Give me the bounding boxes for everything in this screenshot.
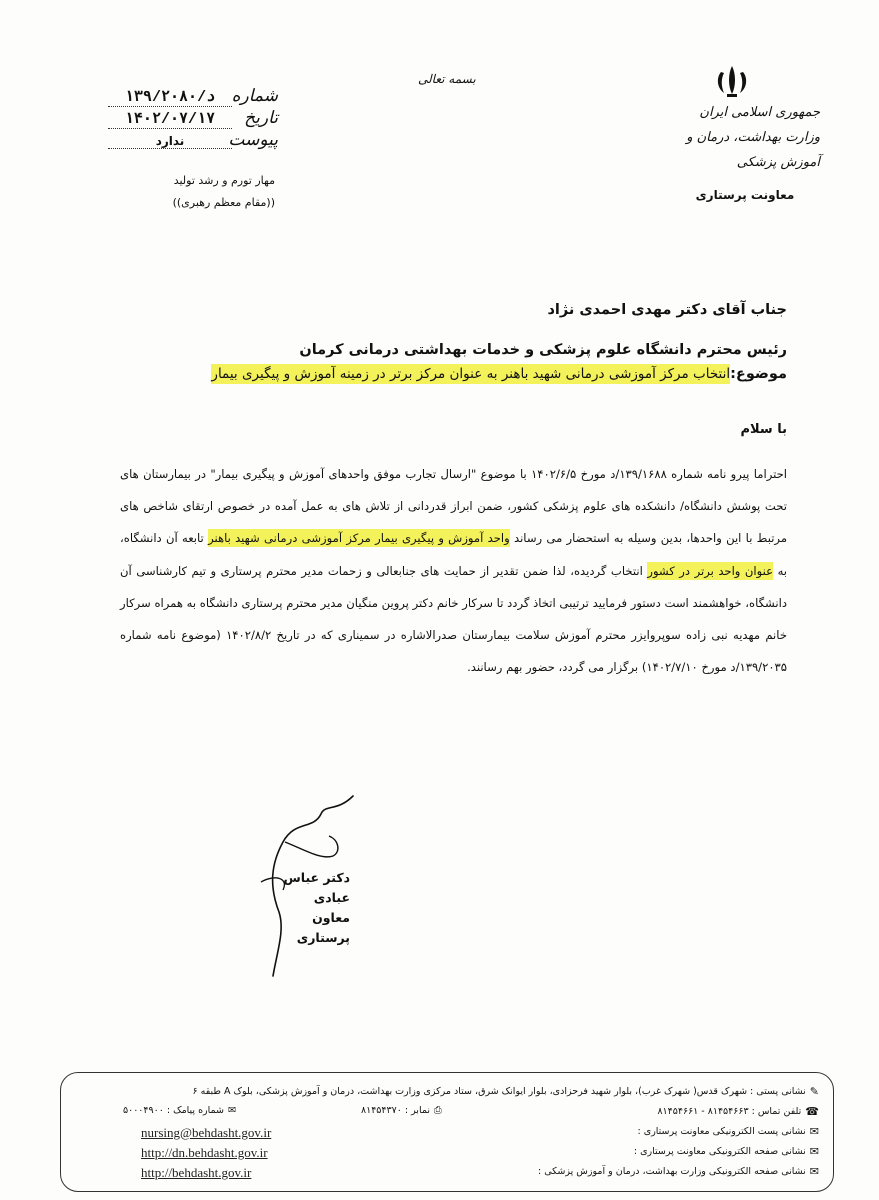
footer-fax bbox=[361, 1105, 442, 1116]
envelope-icon: ✉ bbox=[809, 1145, 819, 1158]
envelope-icon: ✉ bbox=[228, 1105, 236, 1116]
recipient-name: جناب آقای دکتر مهدی احمدی نژاد bbox=[547, 302, 787, 318]
footer-ministry-web-label bbox=[538, 1165, 819, 1178]
attachment-row bbox=[108, 130, 278, 152]
envelope-icon: ✉ bbox=[809, 1165, 819, 1178]
footer-phone bbox=[657, 1105, 819, 1118]
body-highlight-1: واحد آموزش و پیگیری بیمار مرکز آموزشی درمانی شهید باهنر bbox=[208, 531, 510, 546]
letter-metadata bbox=[108, 86, 278, 152]
email-label: نشانی پست الکترونیکی معاونت پرستاری : bbox=[637, 1126, 806, 1137]
phone-text: تلفن تماس : ۸۱۴۵۴۶۶۳ - ۸۱۴۵۴۶۶۱ bbox=[657, 1106, 802, 1117]
footer-sms bbox=[123, 1105, 236, 1116]
greeting: با سلام bbox=[740, 422, 787, 437]
email-link[interactable]: nursing@behdasht.gov.ir bbox=[141, 1125, 272, 1140]
fax-icon: ⎙ bbox=[434, 1105, 442, 1116]
ministry-heading bbox=[650, 100, 820, 175]
recipient-title: رئیس محترم دانشگاه علوم پزشکی و خدمات بهداشتی درمانی کرمان bbox=[299, 342, 787, 358]
signer-title: معاون پرستاری bbox=[296, 910, 350, 945]
signer-name: دکتر عباس عبادی bbox=[283, 870, 350, 905]
signer-block bbox=[260, 868, 350, 948]
ministry-web-link[interactable]: http://behdasht.gov.ir bbox=[141, 1165, 252, 1180]
pen-icon: ✎ bbox=[809, 1085, 819, 1098]
subject-text: انتخاب مرکز آموزشی درمانی شهید باهنر به عنوان مرکز برتر در زمینه آموزش و پیگیری بیمار bbox=[211, 366, 731, 382]
body-part-1: احتراما پیرو نامه شماره ۱۳۹/۱۶۸۸/د مورخ ۱۴۰۲/۶/۵ با موضوع "ارسال تجارب موفق واحدهای آموزش و پیگیری بیمار" در بیمارستان های تحت پوشش دانشگاه/ دانشکده های علوم پزشکی کشور، ضمن ابراز قدردانی از تلاش های به عمل آمده در خصوص ارتقای شاخص های مرتبط با این واحدها، بدین وسیله به استحضار می رساند bbox=[120, 467, 788, 546]
slogan bbox=[140, 170, 275, 214]
bismillah: بسمه تعالی bbox=[418, 72, 476, 86]
body-highlight-2: عنوان واحد برتر در کشور bbox=[647, 563, 774, 578]
letter-body bbox=[120, 458, 787, 683]
footer-email-label bbox=[638, 1125, 819, 1138]
web-label: نشانی صفحه الکترونیکی معاونت پرستاری : bbox=[633, 1146, 806, 1157]
footer-address bbox=[193, 1085, 819, 1098]
envelope-icon: ✉ bbox=[809, 1125, 819, 1138]
date-row bbox=[108, 108, 278, 130]
footer-box bbox=[60, 1072, 834, 1192]
sms-text: شماره پیامک : ۵۰۰۰۴۹۰۰ bbox=[123, 1105, 224, 1116]
phone-icon: ☎ bbox=[805, 1105, 819, 1118]
body-part-3: انتخاب گردیده، لذا ضمن تقدیر از حمایت های جنابعالی و زحمات مدیر محترم پرستاری و تیم کارشناسی آن دانشگاه، خواهشمند است دستور فرمایید ترتیبی اتخاذ گردد تا سرکار خانم دکتر پروین منگیان مدیر محترم پرستاری دانشگاه به همراه سرکار خانم مهدیه نبی زاده سوپروایزر محترم آموزش سلامت بیمارستان صدرالاشاره در سمیناری که در تاریخ ۱۴۰۲/۸/۲ (موضوع نامه شماره ۱۳۹/۲۰۳۵/د مورخ ۱۴۰۲/۷/۱۰) برگزار می گردد، حضور بهم رسانند. bbox=[120, 563, 787, 675]
ministry-web-label: نشانی صفحه الکترونیکی وزارت بهداشت، درمان و آموزش پزشکی : bbox=[538, 1166, 806, 1177]
number-value: د/۱۳۹/۲۰۸۰ bbox=[108, 87, 232, 107]
subject-label: موضوع: bbox=[730, 366, 787, 382]
date-label: تاریخ bbox=[244, 108, 278, 128]
date-value: ۱۴۰۲/۰۷/۱۷ bbox=[108, 109, 232, 129]
attachment-label: پیوست bbox=[228, 130, 278, 150]
addressee bbox=[299, 290, 787, 370]
attachment-value: ندارد bbox=[108, 134, 232, 149]
fax-text: نمابر : ۸۱۴۵۴۳۷۰ bbox=[361, 1105, 430, 1116]
body-part-2: تابعه آن دانشگاه، به bbox=[120, 531, 788, 578]
ministry-line2: وزارت بهداشت، درمان و آموزش پزشکی bbox=[686, 130, 820, 170]
ministry-line1: جمهوری اسلامی ایران bbox=[699, 105, 820, 120]
number-label: شماره bbox=[231, 86, 278, 106]
subject-line bbox=[211, 366, 787, 382]
slogan-text: مهار تورم و رشد تولید bbox=[173, 174, 275, 187]
iran-emblem-icon bbox=[712, 64, 752, 98]
deputy-title: معاونت پرستاری bbox=[695, 188, 795, 202]
number-row bbox=[108, 86, 278, 108]
footer-web-label bbox=[634, 1145, 819, 1158]
address-text: نشانی پستی : شهرک قدس( شهرک غرب)، بلوار شهید فرحزادی، بلوار ایوانک شرق، ستاد مرکزی وزارت بهداشت، درمان و آموزش پزشکی، بلوک A طبقه ۶ bbox=[192, 1086, 806, 1097]
slogan-source: ((مقام معظم رهبری)) bbox=[172, 196, 275, 209]
deputy-web-link[interactable]: http://dn.behdasht.gov.ir bbox=[141, 1145, 268, 1160]
